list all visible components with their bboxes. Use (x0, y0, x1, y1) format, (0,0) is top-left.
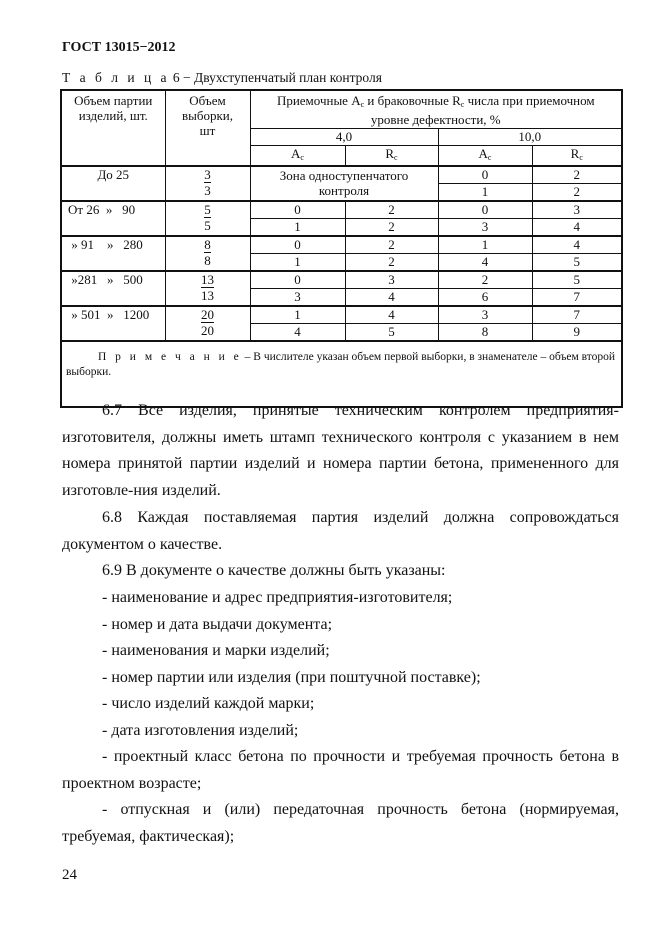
list-item-text: - отпускная и (или) передаточная прочность бетона (нормируемая, требуемая, фактическая); (62, 801, 619, 845)
note-text: – В числителе указан объем первой выборки, в знаменателе – объем второй выборки. (66, 351, 616, 378)
table-caption (62, 70, 382, 86)
acceptance-number-10: 0 (438, 166, 532, 184)
header-rc-4 (345, 146, 438, 167)
batch-size-cell: От 26 » 90 (61, 201, 165, 236)
acceptance-number-10: 6 (438, 289, 532, 307)
acceptance-number-10: 8 (438, 324, 532, 342)
list-item (62, 665, 619, 692)
acceptance-number-10: 1 (438, 184, 532, 202)
table-row (61, 236, 622, 254)
subscript: c (487, 153, 492, 162)
header-level-4: 4,0 (250, 129, 438, 146)
list-item (62, 585, 619, 612)
second-sample-size: 8 (204, 253, 211, 268)
acceptance-number-4: 1 (250, 254, 345, 272)
table-row (61, 271, 622, 289)
list-item (62, 638, 619, 665)
table-row (61, 306, 622, 324)
rejection-number-4: 2 (345, 236, 438, 254)
second-sample-size: 5 (204, 218, 211, 233)
acceptance-number-10: 2 (438, 271, 532, 289)
subscript: c (579, 153, 583, 162)
sample-size-fraction (165, 166, 250, 201)
list-item (62, 797, 619, 850)
batch-size-cell: »281 » 500 (61, 271, 165, 306)
list-item (62, 718, 619, 745)
rejection-number-4: 4 (345, 289, 438, 307)
rejection-number-4: 2 (345, 219, 438, 237)
list-item-text: - наименование и адрес предприятия-изготовителя; (102, 589, 453, 606)
rejection-number-10: 2 (532, 166, 622, 184)
batch-size-cell: » 91 » 280 (61, 236, 165, 271)
header-level-10: 10,0 (438, 129, 622, 146)
header-rc-10 (532, 146, 622, 167)
header-text: Приемочные A (276, 93, 361, 108)
acceptance-number-10: 3 (438, 219, 532, 237)
page-number: 24 (62, 867, 77, 883)
table-caption-label: Т а б л и ц а (62, 70, 170, 85)
subscript: c (360, 100, 365, 109)
rejection-number-4: 4 (345, 306, 438, 324)
paragraph-text: 6.7 Все изделия, принятые техническим контролем предприятия-изготовителя, должны иметь штамп технического контроля с указанием в нем номера принятой партии изделий и номера партии бетона, примененного для изготовле-ния изделий. (62, 402, 619, 499)
sample-size-fraction (165, 306, 250, 341)
acceptance-number-10: 3 (438, 306, 532, 324)
sample-size-fraction (165, 236, 250, 271)
rejection-number-4: 2 (345, 254, 438, 272)
rejection-number-10: 3 (532, 201, 622, 219)
header-ac-4 (250, 146, 345, 167)
rc-label: R (570, 146, 580, 161)
subscript: c (460, 100, 465, 109)
acceptance-number-4: 3 (250, 289, 345, 307)
sample-size-fraction (165, 271, 250, 306)
second-sample-size: 13 (201, 288, 214, 303)
header-ac-10 (438, 146, 532, 167)
first-sample-size: 3 (204, 167, 211, 182)
paragraph (62, 558, 619, 585)
table-row (61, 201, 622, 219)
rejection-number-4: 3 (345, 271, 438, 289)
rejection-number-10: 2 (532, 184, 622, 202)
acceptance-number-10: 0 (438, 201, 532, 219)
list-item (62, 612, 619, 639)
list-item-text: - дата изготовления изделий; (102, 722, 299, 739)
first-sample-size: 8 (204, 237, 211, 252)
rejection-number-10: 5 (532, 254, 622, 272)
rejection-number-10: 4 (532, 219, 622, 237)
paragraph (62, 398, 619, 504)
rejection-number-4: 5 (345, 324, 438, 342)
rejection-number-10: 4 (532, 236, 622, 254)
ac-label: A (478, 146, 488, 161)
list-item-text: - наименования и марки изделий; (102, 642, 330, 659)
ac-label: A (291, 146, 301, 161)
first-sample-size: 5 (204, 202, 211, 217)
second-sample-size: 20 (201, 323, 214, 338)
acceptance-number-4: 0 (250, 236, 345, 254)
rejection-number-10: 5 (532, 271, 622, 289)
acceptance-number-4: 0 (250, 201, 345, 219)
rejection-number-10: 7 (532, 289, 622, 307)
rejection-number-10: 7 (532, 306, 622, 324)
list-item (62, 691, 619, 718)
acceptance-number-4: 4 (250, 324, 345, 342)
acceptance-number-10: 4 (438, 254, 532, 272)
batch-size-cell: До 25 (61, 166, 165, 201)
list-item-text: - число изделий каждой марки; (102, 695, 315, 712)
list-item-text: - номер и дата выдачи документа; (102, 616, 333, 633)
rc-label: R (385, 146, 395, 161)
second-sample-size: 3 (204, 183, 211, 198)
document-code: ГОСТ 13015−2012 (62, 40, 176, 55)
table-row (61, 166, 622, 184)
note-label: П р и м е ч а н и е (98, 351, 242, 363)
single-stage-zone-cell: Зона одноступенчатого контроля (250, 166, 438, 201)
batch-size-cell: » 501 » 1200 (61, 306, 165, 341)
acceptance-number-4: 1 (250, 219, 345, 237)
first-sample-size: 20 (201, 307, 214, 322)
list-item-text: - номер партии или изделия (при поштучной поставке); (102, 669, 481, 686)
rejection-number-10: 9 (532, 324, 622, 342)
first-sample-size: 13 (201, 272, 214, 287)
subscript: c (394, 153, 398, 162)
paragraph (62, 505, 619, 558)
list-item-text: - проектный класс бетона по прочности и требуемая прочность бетона в проектном возрасте; (62, 748, 619, 792)
header-text: и браковочные R (364, 93, 461, 108)
paragraph-text: 6.9 В документе о качестве должны быть указаны: (102, 562, 446, 579)
subscript: c (300, 153, 304, 162)
rejection-number-4: 2 (345, 201, 438, 219)
acceptance-number-4: 0 (250, 271, 345, 289)
acceptance-number-10: 1 (438, 236, 532, 254)
paragraph-text: 6.8 Каждая поставляемая партия изделий должна сопровождаться документом о качестве. (62, 509, 619, 553)
sample-size-fraction (165, 201, 250, 236)
acceptance-number-4: 1 (250, 306, 345, 324)
header-text: числа при приемочном уровне дефектности, % (370, 93, 595, 127)
list-item (62, 744, 619, 797)
header-sample-size: Объем выборки, шт (165, 90, 250, 166)
header-batch-size: Объем партии изделий, шт. (61, 90, 165, 166)
header-acceptance-rejection-numbers (250, 90, 622, 129)
table-caption-text: 6 − Двухступенчатый план контроля (172, 70, 382, 85)
two-stage-control-plan-table (60, 89, 623, 408)
